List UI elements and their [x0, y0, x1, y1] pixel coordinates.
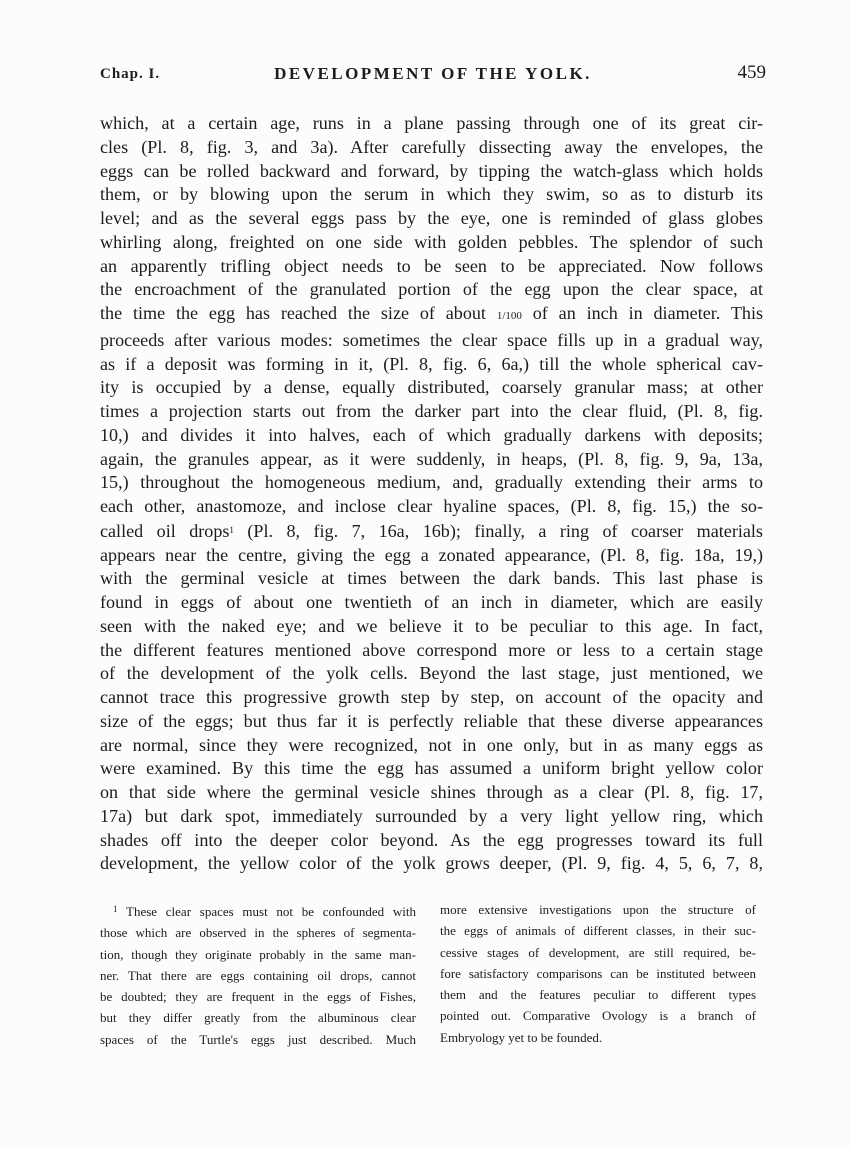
text-line: appears near the centre, giving the egg a zonated appearance, (Pl. 8, fig. 18a, 19,): [100, 544, 763, 565]
text-line: on that side where the germinal vesicle shines through as a clear (Pl. 8, fig. 17,: [100, 782, 763, 802]
footnote-column-right: [440, 899, 756, 1048]
text-line: times a projection starts out from the darker part into the clear fluid, (Pl. 8, fig.: [100, 401, 763, 421]
text-line: found in eggs of about one twentieth of an inch in diameter, which are easily: [100, 592, 763, 612]
running-title: DEVELOPMENT OF THE YOLK.: [274, 64, 592, 83]
text-segment: These clear spaces must not be confounded with: [126, 904, 416, 919]
text-line: seen with the naked eye; and we believe it to be peculiar to this age. In fact,: [100, 615, 763, 636]
text-line: ity is occupied by a dense, equally distributed, coarsely granular mass; at other: [100, 377, 763, 398]
text-line: development, the yellow color of the yolk grows deeper, (Pl. 9, fig. 4, 5, 6, 7, 8,: [100, 853, 763, 874]
footnote-column-left: [100, 899, 416, 1050]
text-line: as if a deposit was forming in it, (Pl. 8, fig. 6, 6a,) till the whole spherical cav-: [100, 353, 763, 374]
footnote-line: those which are observed in the spheres of segmenta-: [100, 925, 416, 941]
text-line: level; and as the several eggs pass by the eye, one is reminded of glass globes: [100, 208, 763, 228]
footnote-line: [100, 899, 416, 922]
text-line: whirling along, freighted on one side with golden pebbles. The splendor of such: [100, 231, 763, 252]
footnote-line: spaces of the Turtle's eggs just described. Much: [100, 1031, 416, 1047]
footnote-line: tion, though they originate probably in the same man-: [100, 946, 416, 962]
footnote-line: Embryology yet to be founded.: [440, 1029, 603, 1045]
text-line: each other, anastomoze, and inclose clear hyaline spaces, (Pl. 8, fig. 15,) the so-: [100, 496, 763, 516]
text-line: which, at a certain age, runs in a plane passing through one of its great cir-: [100, 113, 763, 133]
text-line: were examined. By this time the egg has assumed a uniform bright yellow color: [100, 758, 763, 779]
text-line: 10,) and divides it into halves, each of which gradually darkens with deposits;: [100, 424, 763, 445]
page-number: 459: [737, 62, 766, 83]
text-line: the different features mentioned above correspond more or less to a certain stage: [100, 639, 763, 660]
footnote-line: the eggs of animals of different classes, in their suc-: [440, 923, 756, 939]
text-line: them, or by blowing upon the serum in which they swim, so as to disturb its: [100, 184, 763, 205]
footnote-line: be doubted; they are frequent in the eggs of Fishes,: [100, 989, 416, 1005]
text-line-with-fraction: [100, 302, 763, 329]
text-segment: the time the egg has reached the size of about: [100, 303, 486, 323]
footnote-reference: 1: [229, 524, 234, 535]
text-line: the encroachment of the granulated portion of the egg upon the clear space, at: [100, 279, 763, 300]
footnote-line: fore satisfactory comparisons can be instituted between: [440, 965, 756, 981]
text-line: 17a) but dark spot, immediately surrounded by a very light yellow ring, which: [100, 805, 763, 826]
running-header: [100, 64, 766, 88]
chapter-label: Chap. I.: [100, 66, 161, 82]
text-line: 15,) throughout the homogeneous medium, and, gradually extending their arms to: [100, 472, 763, 493]
body-text: [100, 112, 763, 876]
footnote-line: more extensive investigations upon the structure of: [440, 902, 756, 917]
text-line: of the development of the yolk cells. Beyond the last stage, just mentioned, we: [100, 663, 763, 684]
text-line: an apparently trifling object needs to be seen to be appreciated. Now follows: [100, 255, 763, 276]
text-line: eggs can be rolled backward and forward, by tipping the watch-glass which holds: [100, 160, 763, 181]
footnote-line: them and the features peculiar to different types: [440, 987, 756, 1003]
text-line: shades off into the deeper color beyond. As the egg progresses toward its full: [100, 829, 763, 850]
text-line: cannot trace this progressive growth step by step, on account of the opacity and: [100, 687, 763, 707]
fraction: 1/100: [496, 310, 522, 322]
text-line: are normal, since they were recognized, not in one only, but in as many eggs as: [100, 734, 763, 755]
text-line: with the germinal vesicle at times between the dark bands. This last phase is: [100, 568, 763, 589]
footnote-line: ner. That there are eggs containing oil drops, cannot: [100, 967, 416, 983]
text-segment: (Pl. 8, fig. 7, 16a, 16b); finally, a ring of coarser materials: [247, 520, 763, 541]
text-segment: of an inch in diameter. This: [532, 303, 764, 323]
text-line-with-footnote-ref: [100, 519, 763, 544]
text-line: again, the granules appear, as it were suddenly, in heaps, (Pl. 8, fig. 9, 9a, 13a,: [100, 448, 763, 469]
text-line: size of the eggs; but thus far it is perfectly reliable that these diverse appearances: [100, 710, 763, 731]
footnote-marker: 1: [113, 904, 118, 914]
footnote-line: but they differ greatly from the albuminous clear: [100, 1010, 416, 1026]
text-line: cles (Pl. 8, fig. 3, and 3a). After carefully dissecting away the envelopes, the: [100, 136, 763, 157]
footnote-line: pointed out. Comparative Ovology is a branch of: [440, 1008, 756, 1024]
text-segment: called oil drops: [100, 520, 230, 541]
text-line: proceeds after various modes: sometimes the clear space fills up in a gradual way,: [100, 329, 763, 350]
footnote-line: cessive stages of development, are still required, be-: [440, 944, 756, 960]
